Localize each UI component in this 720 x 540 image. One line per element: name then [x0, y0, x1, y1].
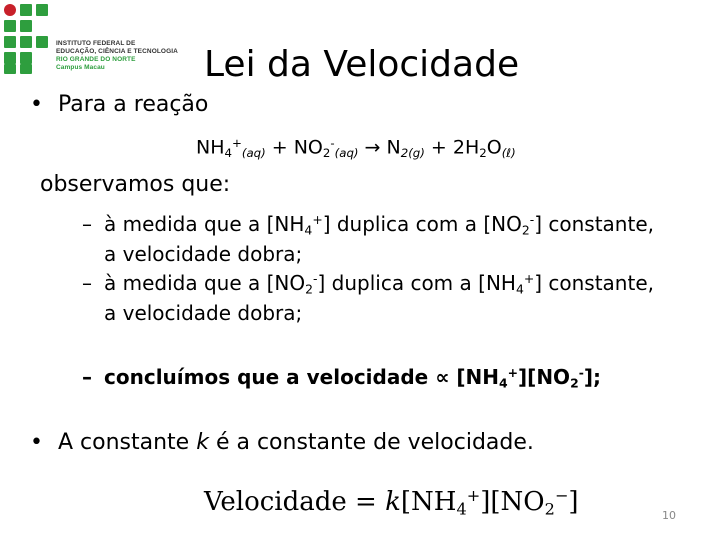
plus-sign: +	[424, 136, 453, 159]
slide-title: Lei da Velocidade	[204, 44, 520, 85]
logo-line-3: RIO GRANDE DO NORTE	[56, 56, 136, 63]
observation-item-1	[82, 207, 654, 267]
text: ][NO	[518, 364, 571, 389]
chemical-reaction	[196, 136, 516, 160]
phase-label: (aq)	[334, 145, 359, 160]
subscript: 4	[304, 222, 313, 238]
institution-logo	[4, 4, 176, 76]
continuation-text: a velocidade dobra;	[104, 301, 303, 326]
superscript: -	[330, 136, 335, 150]
constant-k: k	[385, 486, 401, 517]
text: ] duplica com a [NH	[317, 270, 516, 295]
product-n2: N	[386, 136, 401, 159]
superscript: -	[313, 271, 318, 286]
superscript: -	[529, 212, 535, 227]
subscript: 4	[224, 145, 232, 160]
dash-icon: –	[82, 270, 92, 295]
superscript: +	[232, 136, 242, 150]
text: ] constante,	[534, 270, 654, 295]
text: Velocidade =	[204, 486, 386, 517]
subscript: 4	[515, 281, 524, 297]
superscript: +	[312, 212, 323, 227]
text: concluímos que a velocidade ∝ [NH	[104, 364, 500, 389]
superscript: +	[466, 486, 481, 505]
text: ][NO	[480, 486, 545, 517]
text: ] duplica com a [NO	[322, 211, 522, 236]
product-water: 2H	[452, 136, 480, 159]
dash-icon: –	[82, 364, 92, 389]
phase-label: (aq)	[241, 145, 266, 160]
bullet-reaction-intro	[30, 92, 208, 117]
text: A constante	[58, 430, 197, 455]
logo-line-1: INSTITUTO FEDERAL DE	[56, 40, 136, 47]
text: ] constante,	[534, 211, 654, 236]
superscript: −	[554, 486, 569, 505]
phase-label: (ℓ)	[501, 145, 516, 160]
logo-line-4: Campus Macau	[56, 64, 105, 71]
arrow-icon: →	[358, 136, 387, 159]
continuation-text: a velocidade dobra;	[104, 242, 303, 267]
subscript: 4	[456, 499, 467, 519]
subscript: 2	[322, 145, 331, 160]
text: ];	[583, 364, 601, 389]
text: [NH	[400, 486, 457, 517]
conclusion-item	[82, 360, 601, 395]
subscript: 2	[521, 222, 530, 238]
rate-law-equation	[204, 486, 578, 518]
subscript: 2	[544, 499, 555, 519]
text: ]	[568, 486, 579, 517]
reactant-no2: NO	[293, 136, 323, 159]
logo-line-2: EDUCAÇÃO, CIÊNCIA E TECNOLOGIA	[56, 48, 178, 55]
subscript: 4	[499, 375, 508, 391]
observation-heading: observamos que:	[40, 172, 231, 197]
superscript: -	[578, 365, 584, 380]
logo-grid-icon	[4, 4, 52, 76]
text: à medida que a [NH	[104, 211, 305, 236]
subscript: 2(g)	[400, 145, 425, 160]
reactant-nh4: NH	[196, 136, 225, 159]
subscript: 2	[305, 281, 314, 297]
superscript: +	[523, 271, 535, 286]
text: é a constante de velocidade.	[208, 430, 534, 455]
product-water-o: O	[486, 136, 502, 159]
superscript: +	[507, 365, 519, 380]
page-number: 10	[662, 509, 676, 522]
constant-k: k	[196, 430, 209, 455]
text: à medida que a [NO	[104, 270, 306, 295]
observation-item-2	[82, 266, 654, 326]
logo-text	[56, 40, 178, 72]
bullet-text: Para a reação	[58, 92, 209, 117]
subscript: 2	[570, 375, 579, 391]
dash-icon: –	[82, 211, 92, 236]
bullet-rate-constant	[30, 430, 534, 455]
subscript: 2	[479, 145, 487, 160]
bullet-dot-icon: •	[30, 430, 43, 455]
plus-sign: +	[265, 136, 294, 159]
bullet-dot-icon: •	[30, 92, 43, 117]
